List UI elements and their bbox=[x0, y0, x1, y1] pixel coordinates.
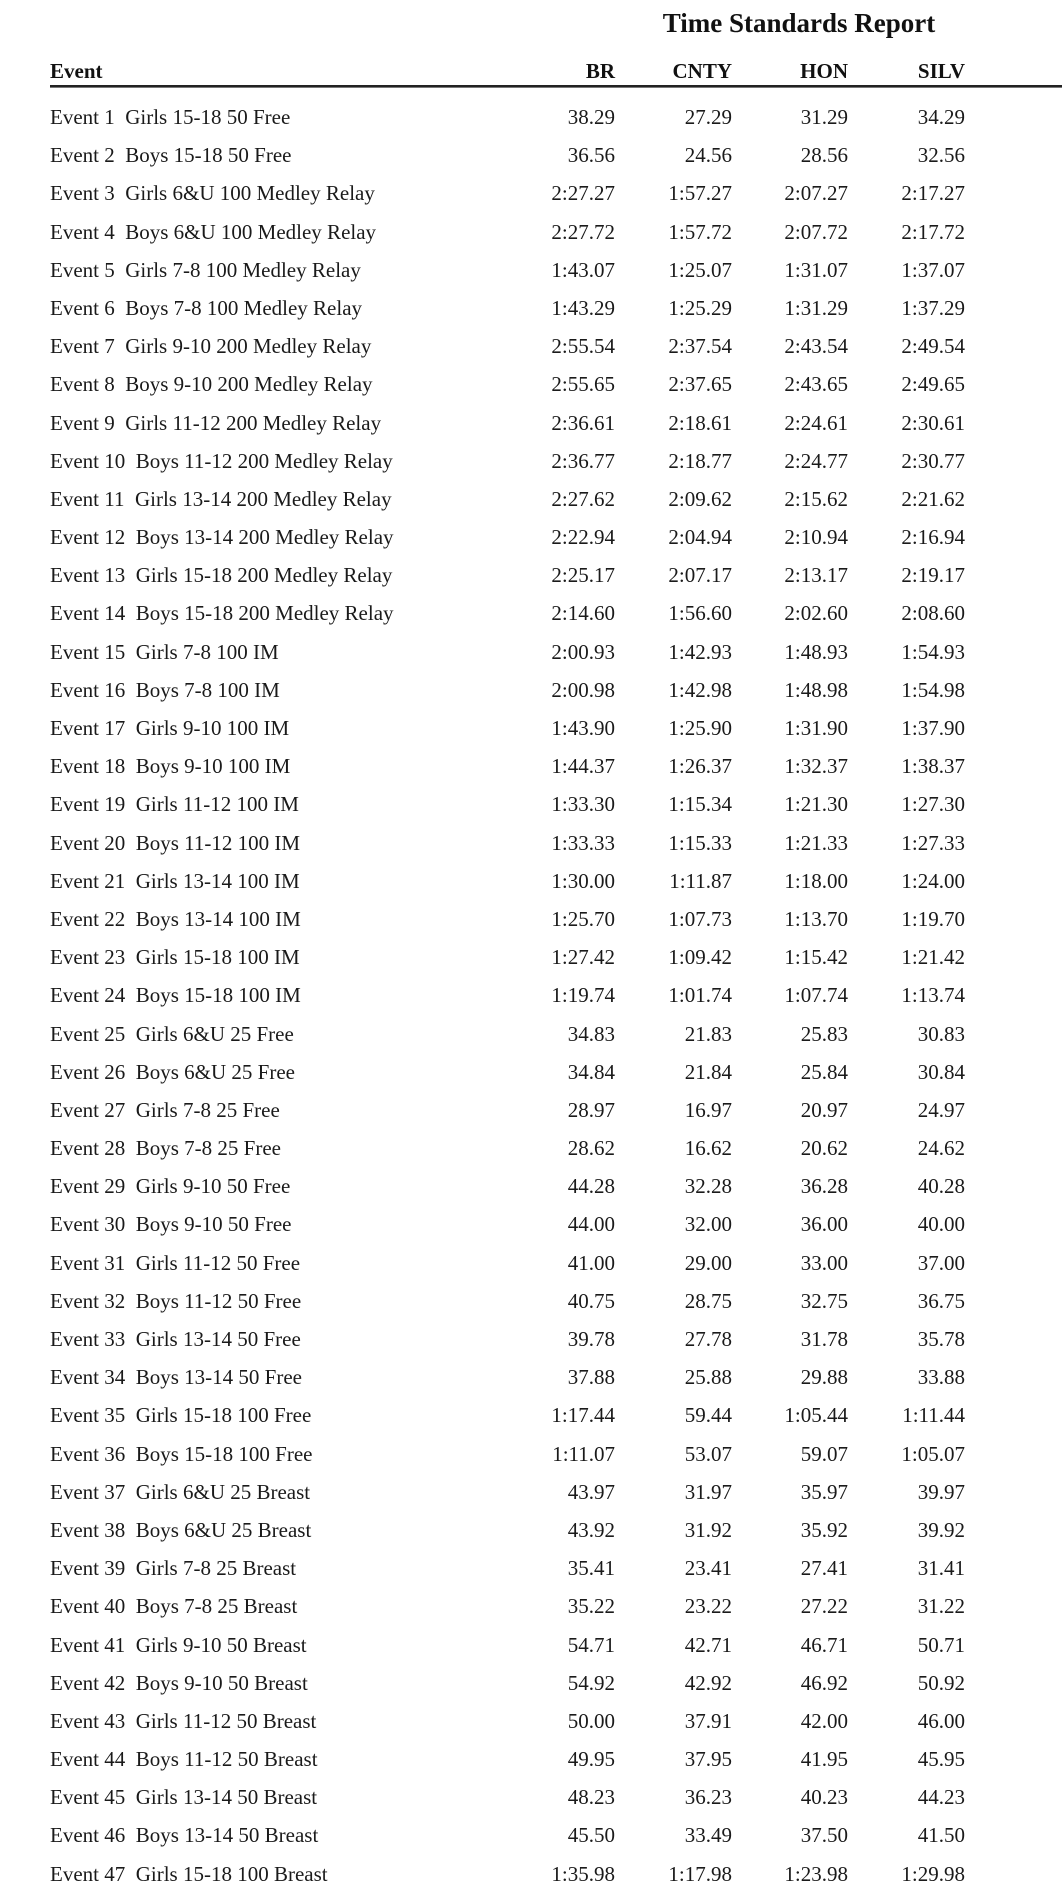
time-br: 28.62 bbox=[567, 1136, 615, 1161]
time-cnty: 31.92 bbox=[684, 1517, 732, 1542]
time-hon: 2:43.54 bbox=[784, 334, 848, 359]
time-br: 2:25.17 bbox=[551, 563, 615, 588]
event-name: Event 33 Girls 13-14 50 Free bbox=[50, 1327, 301, 1351]
table-row bbox=[0, 1245, 1062, 1283]
time-br: 2:36.77 bbox=[551, 448, 615, 473]
time-cnty: 2:37.54 bbox=[668, 334, 732, 359]
table-header bbox=[50, 58, 1062, 86]
table-row bbox=[0, 328, 1062, 366]
event-name: Event 10 Boys 11-12 200 Medley Relay bbox=[50, 448, 393, 473]
table-row bbox=[0, 175, 1062, 213]
time-cnty: 1:56.60 bbox=[668, 601, 732, 626]
time-cnty: 2:18.61 bbox=[668, 410, 732, 435]
time-br: 2:27.27 bbox=[551, 181, 615, 206]
time-hon: 1:05.44 bbox=[784, 1403, 848, 1428]
table-row bbox=[0, 748, 1062, 786]
time-br: 1:17.44 bbox=[551, 1403, 615, 1428]
time-br: 43.92 bbox=[567, 1517, 615, 1542]
time-silv: 1:05.07 bbox=[901, 1441, 965, 1466]
time-br: 37.88 bbox=[567, 1365, 615, 1390]
time-cnty: 23.22 bbox=[684, 1594, 732, 1619]
header-divider bbox=[50, 85, 1062, 88]
table-row bbox=[0, 1627, 1062, 1665]
time-br: 2:14.60 bbox=[551, 601, 615, 626]
event-name: Event 26 Boys 6&U 25 Free bbox=[50, 1059, 295, 1084]
event-name: Event 7 Girls 9-10 200 Medley Relay bbox=[50, 334, 372, 359]
time-cnty: 1:15.34 bbox=[668, 792, 732, 817]
time-silv: 24.97 bbox=[917, 1097, 965, 1122]
table-row bbox=[0, 1436, 1062, 1474]
header-cnty: CNTY bbox=[672, 59, 732, 83]
table-row bbox=[0, 443, 1062, 481]
time-br: 38.29 bbox=[567, 105, 615, 129]
time-hon: 2:43.65 bbox=[784, 372, 848, 397]
time-silv: 1:11.44 bbox=[902, 1403, 965, 1428]
time-hon: 42.00 bbox=[800, 1708, 848, 1733]
time-br: 44.00 bbox=[567, 1212, 615, 1237]
time-hon: 1:31.07 bbox=[784, 257, 848, 282]
table-row bbox=[0, 1130, 1062, 1168]
time-hon: 35.97 bbox=[800, 1479, 848, 1504]
time-cnty: 1:09.42 bbox=[668, 945, 732, 970]
time-hon: 1:21.33 bbox=[784, 830, 848, 855]
event-name: Event 21 Girls 13-14 100 IM bbox=[50, 868, 300, 893]
time-silv: 2:30.61 bbox=[901, 410, 965, 435]
time-hon: 28.56 bbox=[800, 143, 848, 168]
header-br: BR bbox=[585, 59, 615, 83]
time-cnty: 1:26.37 bbox=[668, 754, 732, 779]
table-row bbox=[0, 901, 1062, 939]
time-cnty: 1:25.07 bbox=[668, 257, 732, 282]
time-cnty: 16.62 bbox=[684, 1136, 732, 1161]
time-hon: 46.92 bbox=[800, 1670, 848, 1695]
time-hon: 2:24.77 bbox=[784, 448, 848, 473]
time-silv: 31.22 bbox=[917, 1594, 965, 1619]
table-row bbox=[0, 405, 1062, 443]
time-br: 2:55.54 bbox=[551, 334, 615, 359]
time-hon: 27.41 bbox=[800, 1556, 848, 1581]
time-cnty: 27.78 bbox=[684, 1327, 732, 1351]
event-name: Event 17 Girls 9-10 100 IM bbox=[50, 716, 290, 740]
table-row bbox=[0, 519, 1062, 557]
header-event: Event bbox=[50, 59, 103, 83]
time-cnty: 1:17.98 bbox=[668, 1861, 732, 1886]
time-cnty: 2:18.77 bbox=[668, 448, 732, 473]
time-silv: 1:54.93 bbox=[901, 639, 965, 664]
time-hon: 1:48.93 bbox=[784, 639, 848, 664]
time-silv: 39.97 bbox=[917, 1479, 965, 1504]
time-br: 2:00.93 bbox=[551, 639, 615, 664]
time-br: 1:44.37 bbox=[551, 754, 615, 779]
time-silv: 2:19.17 bbox=[901, 563, 965, 588]
time-hon: 27.22 bbox=[800, 1594, 848, 1619]
time-hon: 1:48.98 bbox=[784, 677, 848, 702]
table-row bbox=[0, 137, 1062, 175]
time-silv: 50.92 bbox=[917, 1670, 965, 1695]
time-silv: 30.84 bbox=[917, 1059, 965, 1084]
time-hon: 32.75 bbox=[800, 1288, 848, 1313]
time-silv: 44.23 bbox=[917, 1785, 965, 1810]
time-br: 1:33.33 bbox=[551, 830, 615, 855]
time-br: 34.83 bbox=[567, 1021, 615, 1046]
time-br: 2:22.94 bbox=[551, 525, 615, 550]
time-hon: 2:07.27 bbox=[784, 181, 848, 206]
time-cnty: 1:07.73 bbox=[668, 906, 732, 931]
time-hon: 1:31.29 bbox=[784, 295, 848, 320]
event-name: Event 23 Girls 15-18 100 IM bbox=[50, 945, 300, 970]
time-cnty: 2:04.94 bbox=[668, 525, 732, 550]
time-hon: 29.88 bbox=[800, 1365, 848, 1390]
event-name: Event 12 Boys 13-14 200 Medley Relay bbox=[50, 525, 394, 550]
time-cnty: 1:25.29 bbox=[668, 295, 732, 320]
time-silv: 1:27.30 bbox=[901, 792, 965, 817]
event-name: Event 32 Boys 11-12 50 Free bbox=[50, 1288, 302, 1313]
time-hon: 36.28 bbox=[800, 1174, 848, 1199]
time-hon: 41.95 bbox=[800, 1747, 848, 1772]
event-name: Event 47 Girls 15-18 100 Breast bbox=[50, 1861, 328, 1886]
table-row bbox=[0, 1397, 1062, 1435]
event-name: Event 5 Girls 7-8 100 Medley Relay bbox=[50, 257, 361, 282]
event-name: Event 43 Girls 11-12 50 Breast bbox=[50, 1708, 317, 1733]
time-hon: 31.29 bbox=[800, 105, 848, 129]
time-br: 41.00 bbox=[567, 1250, 615, 1275]
time-cnty: 1:25.90 bbox=[668, 716, 732, 740]
time-hon: 36.00 bbox=[800, 1212, 848, 1237]
time-silv: 33.88 bbox=[917, 1365, 965, 1390]
time-hon: 1:15.42 bbox=[784, 945, 848, 970]
time-hon: 2:02.60 bbox=[784, 601, 848, 626]
time-silv: 41.50 bbox=[917, 1823, 965, 1848]
time-br: 35.41 bbox=[567, 1556, 615, 1581]
time-cnty: 2:09.62 bbox=[668, 486, 732, 511]
time-silv: 2:16.94 bbox=[901, 525, 965, 550]
time-hon: 20.62 bbox=[800, 1136, 848, 1161]
event-name: Event 18 Boys 9-10 100 IM bbox=[50, 754, 291, 779]
time-silv: 1:37.07 bbox=[901, 257, 965, 282]
time-hon: 1:32.37 bbox=[784, 754, 848, 779]
time-br: 1:11.07 bbox=[552, 1441, 615, 1466]
time-cnty: 53.07 bbox=[684, 1441, 732, 1466]
time-br: 44.28 bbox=[567, 1174, 615, 1199]
event-name: Event 1 Girls 15-18 50 Free bbox=[50, 105, 291, 129]
event-name: Event 19 Girls 11-12 100 IM bbox=[50, 792, 299, 817]
table-row bbox=[0, 1665, 1062, 1703]
time-hon: 1:07.74 bbox=[784, 983, 848, 1008]
time-cnty: 23.41 bbox=[684, 1556, 732, 1581]
time-silv: 45.95 bbox=[917, 1747, 965, 1772]
time-silv: 1:21.42 bbox=[901, 945, 965, 970]
time-cnty: 1:42.98 bbox=[668, 677, 732, 702]
time-hon: 1:21.30 bbox=[784, 792, 848, 817]
event-name: Event 31 Girls 11-12 50 Free bbox=[50, 1250, 301, 1275]
time-br: 39.78 bbox=[567, 1327, 615, 1351]
time-silv: 1:37.90 bbox=[901, 716, 965, 740]
time-silv: 1:29.98 bbox=[901, 1861, 965, 1886]
time-silv: 1:27.33 bbox=[901, 830, 965, 855]
event-name: Event 27 Girls 7-8 25 Free bbox=[50, 1097, 280, 1122]
time-hon: 2:15.62 bbox=[784, 486, 848, 511]
time-hon: 2:24.61 bbox=[784, 410, 848, 435]
table-row bbox=[0, 1779, 1062, 1817]
time-cnty: 21.84 bbox=[684, 1059, 732, 1084]
event-name: Event 45 Girls 13-14 50 Breast bbox=[50, 1785, 318, 1810]
event-name: Event 35 Girls 15-18 100 Free bbox=[50, 1403, 312, 1428]
time-br: 48.23 bbox=[567, 1785, 615, 1810]
time-hon: 2:10.94 bbox=[784, 525, 848, 550]
event-name: Event 9 Girls 11-12 200 Medley Relay bbox=[50, 410, 382, 435]
table-row bbox=[0, 1016, 1062, 1054]
time-br: 1:19.74 bbox=[551, 983, 615, 1008]
table-row bbox=[0, 634, 1062, 672]
table-row bbox=[0, 99, 1062, 137]
table-row bbox=[0, 1359, 1062, 1397]
table-row bbox=[0, 290, 1062, 328]
event-name: Event 14 Boys 15-18 200 Medley Relay bbox=[50, 601, 394, 626]
event-name: Event 36 Boys 15-18 100 Free bbox=[50, 1441, 313, 1466]
time-hon: 35.92 bbox=[800, 1517, 848, 1542]
time-hon: 20.97 bbox=[800, 1097, 848, 1122]
time-br: 2:27.62 bbox=[551, 486, 615, 511]
event-name: Event 34 Boys 13-14 50 Free bbox=[50, 1365, 302, 1390]
time-cnty: 21.83 bbox=[684, 1021, 732, 1046]
event-name: Event 41 Girls 9-10 50 Breast bbox=[50, 1632, 307, 1657]
time-br: 50.00 bbox=[567, 1708, 615, 1733]
time-cnty: 31.97 bbox=[684, 1479, 732, 1504]
table-row bbox=[0, 1588, 1062, 1626]
event-name: Event 20 Boys 11-12 100 IM bbox=[50, 830, 301, 855]
time-silv: 36.75 bbox=[917, 1288, 965, 1313]
time-br: 36.56 bbox=[567, 143, 615, 168]
time-br: 2:27.72 bbox=[551, 219, 615, 244]
time-cnty: 16.97 bbox=[684, 1097, 732, 1122]
time-br: 1:27.42 bbox=[551, 945, 615, 970]
time-silv: 40.28 bbox=[917, 1174, 965, 1199]
time-cnty: 1:57.72 bbox=[668, 219, 732, 244]
time-hon: 25.83 bbox=[800, 1021, 848, 1046]
time-cnty: 32.00 bbox=[684, 1212, 732, 1237]
event-name: Event 6 Boys 7-8 100 Medley Relay bbox=[50, 295, 363, 320]
time-cnty: 1:11.87 bbox=[669, 868, 732, 893]
table-row bbox=[0, 1817, 1062, 1855]
time-silv: 2:49.65 bbox=[901, 372, 965, 397]
table-row bbox=[0, 595, 1062, 633]
time-hon: 1:18.00 bbox=[784, 868, 848, 893]
event-name: Event 16 Boys 7-8 100 IM bbox=[50, 677, 280, 702]
event-name: Event 3 Girls 6&U 100 Medley Relay bbox=[50, 181, 375, 206]
event-name: Event 42 Boys 9-10 50 Breast bbox=[50, 1670, 308, 1695]
table-row bbox=[0, 1703, 1062, 1741]
time-br: 54.92 bbox=[567, 1670, 615, 1695]
table-row bbox=[0, 1054, 1062, 1092]
time-cnty: 2:37.65 bbox=[668, 372, 732, 397]
event-name: Event 38 Boys 6&U 25 Breast bbox=[50, 1517, 312, 1542]
time-silv: 2:21.62 bbox=[901, 486, 965, 511]
time-br: 54.71 bbox=[567, 1632, 615, 1657]
time-cnty: 28.75 bbox=[684, 1288, 732, 1313]
table-row bbox=[0, 786, 1062, 824]
time-cnty: 2:07.17 bbox=[668, 563, 732, 588]
time-hon: 37.50 bbox=[800, 1823, 848, 1848]
time-silv: 2:08.60 bbox=[901, 601, 965, 626]
event-name: Event 25 Girls 6&U 25 Free bbox=[50, 1021, 294, 1046]
report-title: Time Standards Report bbox=[662, 8, 936, 38]
time-cnty: 36.23 bbox=[684, 1785, 732, 1810]
event-name: Event 28 Boys 7-8 25 Free bbox=[50, 1136, 281, 1161]
time-silv: 1:37.29 bbox=[901, 295, 965, 320]
time-br: 1:30.00 bbox=[551, 868, 615, 893]
time-br: 1:43.29 bbox=[551, 295, 615, 320]
table-row bbox=[0, 939, 1062, 977]
table-row bbox=[0, 1550, 1062, 1588]
time-cnty: 37.95 bbox=[684, 1747, 732, 1772]
time-silv: 24.62 bbox=[917, 1136, 965, 1161]
time-silv: 31.41 bbox=[917, 1556, 965, 1581]
time-br: 2:36.61 bbox=[551, 410, 615, 435]
time-br: 2:55.65 bbox=[551, 372, 615, 397]
table-body bbox=[0, 99, 1062, 1894]
time-br: 1:33.30 bbox=[551, 792, 615, 817]
event-name: Event 44 Boys 11-12 50 Breast bbox=[50, 1747, 318, 1772]
time-hon: 2:13.17 bbox=[784, 563, 848, 588]
time-br: 28.97 bbox=[567, 1097, 615, 1122]
time-cnty: 1:15.33 bbox=[668, 830, 732, 855]
time-cnty: 1:42.93 bbox=[668, 639, 732, 664]
time-silv: 46.00 bbox=[917, 1708, 965, 1733]
time-cnty: 27.29 bbox=[684, 105, 732, 129]
time-br: 49.95 bbox=[567, 1747, 615, 1772]
time-cnty: 32.28 bbox=[684, 1174, 732, 1199]
event-name: Event 30 Boys 9-10 50 Free bbox=[50, 1212, 292, 1237]
time-cnty: 24.56 bbox=[684, 143, 732, 168]
event-name: Event 13 Girls 15-18 200 Medley Relay bbox=[50, 563, 393, 588]
time-silv: 50.71 bbox=[917, 1632, 965, 1657]
event-name: Event 22 Boys 13-14 100 IM bbox=[50, 906, 301, 931]
time-hon: 46.71 bbox=[800, 1632, 848, 1657]
table-row bbox=[0, 1206, 1062, 1244]
event-name: Event 46 Boys 13-14 50 Breast bbox=[50, 1823, 319, 1848]
time-br: 43.97 bbox=[567, 1479, 615, 1504]
event-name: Event 15 Girls 7-8 100 IM bbox=[50, 639, 279, 664]
time-hon: 59.07 bbox=[800, 1441, 848, 1466]
table-row bbox=[0, 252, 1062, 290]
header-hon: HON bbox=[800, 59, 848, 83]
time-hon: 1:13.70 bbox=[784, 906, 848, 931]
event-name: Event 37 Girls 6&U 25 Breast bbox=[50, 1479, 311, 1504]
time-cnty: 29.00 bbox=[684, 1250, 732, 1275]
table-row bbox=[0, 672, 1062, 710]
table-row bbox=[0, 366, 1062, 404]
event-name: Event 8 Boys 9-10 200 Medley Relay bbox=[50, 372, 373, 397]
table-row bbox=[0, 1856, 1062, 1894]
time-silv: 2:17.27 bbox=[901, 181, 965, 206]
time-cnty: 42.71 bbox=[684, 1632, 732, 1657]
table-row bbox=[0, 481, 1062, 519]
event-name: Event 40 Boys 7-8 25 Breast bbox=[50, 1594, 298, 1619]
time-hon: 40.23 bbox=[800, 1785, 848, 1810]
time-silv: 37.00 bbox=[917, 1250, 965, 1275]
event-name: Event 39 Girls 7-8 25 Breast bbox=[50, 1556, 297, 1581]
time-br: 34.84 bbox=[567, 1059, 615, 1084]
header-silv: SILV bbox=[917, 59, 965, 83]
time-silv: 1:38.37 bbox=[901, 754, 965, 779]
time-cnty: 25.88 bbox=[684, 1365, 732, 1390]
table-row bbox=[0, 557, 1062, 595]
time-cnty: 37.91 bbox=[684, 1708, 732, 1733]
table-row bbox=[0, 1092, 1062, 1130]
event-name: Event 2 Boys 15-18 50 Free bbox=[50, 143, 292, 168]
time-br: 1:25.70 bbox=[551, 906, 615, 931]
time-br: 35.22 bbox=[567, 1594, 615, 1619]
table-row bbox=[0, 214, 1062, 252]
time-silv: 1:24.00 bbox=[901, 868, 965, 893]
table-row bbox=[0, 1741, 1062, 1779]
event-name: Event 24 Boys 15-18 100 IM bbox=[50, 983, 301, 1008]
event-name: Event 4 Boys 6&U 100 Medley Relay bbox=[50, 219, 377, 244]
time-silv: 1:54.98 bbox=[901, 677, 965, 702]
event-name: Event 11 Girls 13-14 200 Medley Relay bbox=[50, 486, 392, 511]
time-br: 1:43.90 bbox=[551, 716, 615, 740]
time-hon: 31.78 bbox=[800, 1327, 848, 1351]
time-silv: 1:13.74 bbox=[901, 983, 965, 1008]
table-row bbox=[0, 1512, 1062, 1550]
table-row bbox=[0, 977, 1062, 1015]
time-silv: 30.83 bbox=[917, 1021, 965, 1046]
time-br: 40.75 bbox=[567, 1288, 615, 1313]
table-row bbox=[0, 863, 1062, 901]
time-br: 2:00.98 bbox=[551, 677, 615, 702]
time-hon: 1:23.98 bbox=[784, 1861, 848, 1886]
time-hon: 25.84 bbox=[800, 1059, 848, 1084]
time-silv: 1:19.70 bbox=[901, 906, 965, 931]
time-br: 1:35.98 bbox=[551, 1861, 615, 1886]
time-cnty: 1:57.27 bbox=[668, 181, 732, 206]
table-row bbox=[0, 1168, 1062, 1206]
event-name: Event 29 Girls 9-10 50 Free bbox=[50, 1174, 291, 1199]
time-silv: 32.56 bbox=[917, 143, 965, 168]
time-silv: 35.78 bbox=[917, 1327, 965, 1351]
table-row bbox=[0, 1283, 1062, 1321]
time-br: 45.50 bbox=[567, 1823, 615, 1848]
time-silv: 2:30.77 bbox=[901, 448, 965, 473]
time-silv: 2:17.72 bbox=[901, 219, 965, 244]
time-silv: 39.92 bbox=[917, 1517, 965, 1542]
time-cnty: 42.92 bbox=[684, 1670, 732, 1695]
time-hon: 33.00 bbox=[800, 1250, 848, 1275]
table-row bbox=[0, 710, 1062, 748]
time-cnty: 59.44 bbox=[684, 1403, 732, 1428]
time-hon: 1:31.90 bbox=[784, 716, 848, 740]
time-silv: 40.00 bbox=[917, 1212, 965, 1237]
time-cnty: 33.49 bbox=[684, 1823, 732, 1848]
table-row bbox=[0, 825, 1062, 863]
time-silv: 2:49.54 bbox=[901, 334, 965, 359]
time-cnty: 1:01.74 bbox=[668, 983, 732, 1008]
time-silv: 34.29 bbox=[917, 105, 965, 129]
table-row bbox=[0, 1474, 1062, 1512]
table-row bbox=[0, 1321, 1062, 1359]
time-br: 1:43.07 bbox=[551, 257, 615, 282]
time-hon: 2:07.72 bbox=[784, 219, 848, 244]
